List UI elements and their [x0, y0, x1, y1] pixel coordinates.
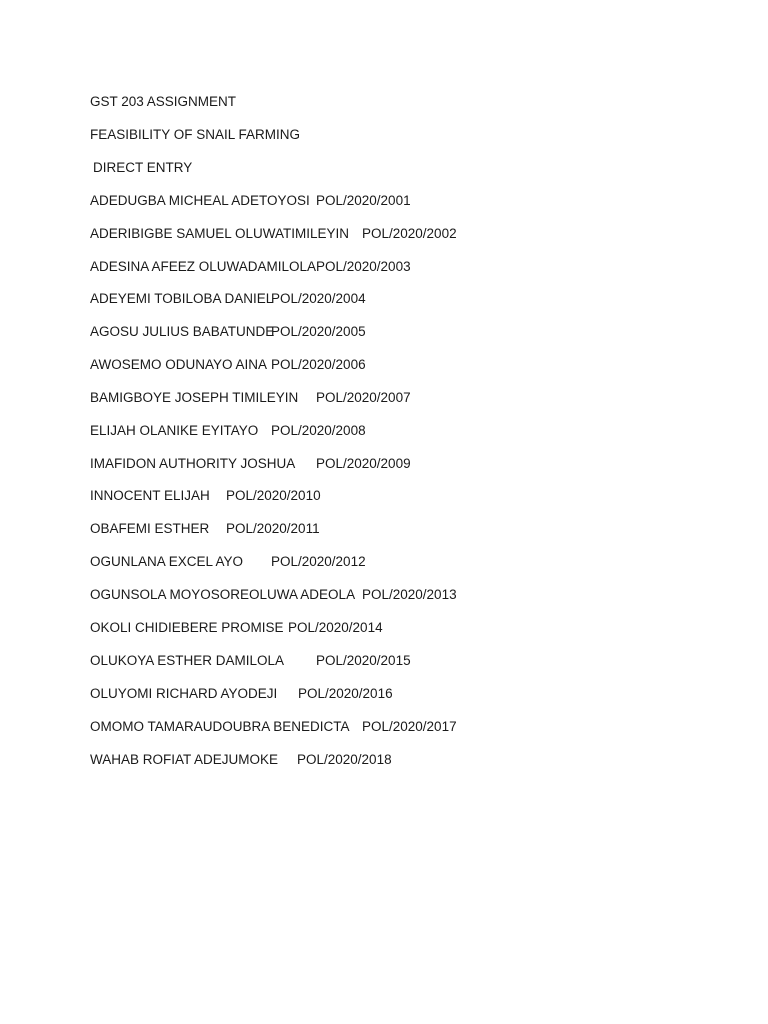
student-row	[90, 488, 321, 504]
student-name: OGUNSOLA MOYOSOREOLUWA ADEOLA	[90, 587, 356, 602]
student-reg-no: POL/2020/2004	[271, 291, 366, 306]
student-reg-no: POL/2020/2007	[316, 390, 411, 405]
entry-category: DIRECT ENTRY	[93, 160, 193, 175]
student-reg-no: POL/2020/2014	[288, 620, 383, 635]
student-name: AWOSEMO ODUNAYO AINA	[90, 357, 268, 372]
student-row	[90, 423, 366, 439]
student-reg-no: POL/2020/2006	[271, 357, 366, 372]
student-row	[90, 620, 383, 636]
student-reg-no: POL/2020/2013	[362, 587, 457, 602]
student-reg-no: POL/2020/2018	[297, 752, 392, 767]
student-reg-no: POL/2020/2012	[271, 554, 366, 569]
student-row	[90, 752, 392, 768]
student-name: OLUKOYA ESTHER DAMILOLA	[90, 653, 285, 668]
student-reg-no: POL/2020/2009	[316, 456, 411, 471]
student-reg-no: POL/2020/2017	[362, 719, 457, 734]
student-reg-no: POL/2020/2003	[316, 259, 411, 274]
student-row	[90, 357, 366, 373]
student-name: WAHAB ROFIAT ADEJUMOKE	[90, 752, 279, 767]
student-name: ADESINA AFEEZ OLUWADAMILOLA	[90, 259, 317, 274]
student-reg-no: POL/2020/2001	[316, 193, 411, 208]
student-row	[90, 193, 411, 209]
student-row	[90, 554, 366, 570]
student-row	[90, 456, 411, 472]
student-name: AGOSU JULIUS BABATUNDE	[90, 324, 275, 339]
assignment-topic: FEASIBILITY OF SNAIL FARMING	[90, 127, 301, 142]
student-row	[90, 259, 411, 275]
student-row	[90, 226, 457, 242]
student-reg-no: POL/2020/2002	[362, 226, 457, 241]
student-row	[90, 291, 366, 307]
student-name: ADEYEMI TOBILOBA DANIEL	[90, 291, 274, 306]
student-row	[90, 521, 320, 537]
student-name: OMOMO TAMARAUDOUBRA BENEDICTA	[90, 719, 350, 734]
student-name: OLUYOMI RICHARD AYODEJI	[90, 686, 278, 701]
student-reg-no: POL/2020/2011	[226, 521, 320, 536]
assignment-heading: GST 203 ASSIGNMENT	[90, 94, 237, 109]
student-row	[90, 686, 393, 702]
student-name: INNOCENT ELIJAH	[90, 488, 210, 503]
student-row	[90, 719, 457, 735]
student-reg-no: POL/2020/2005	[271, 324, 366, 339]
student-row	[90, 390, 411, 406]
student-name: ELIJAH OLANIKE EYITAYO	[90, 423, 259, 438]
student-reg-no: POL/2020/2016	[298, 686, 393, 701]
student-row	[90, 587, 457, 603]
student-name: ADEDUGBA MICHEAL ADETOYOSI	[90, 193, 310, 208]
student-row	[90, 653, 411, 669]
student-name: IMAFIDON AUTHORITY JOSHUA	[90, 456, 296, 471]
student-row	[90, 324, 366, 340]
student-name: OGUNLANA EXCEL AYO	[90, 554, 244, 569]
student-name: ADERIBIGBE SAMUEL OLUWATIMILEYIN	[90, 226, 350, 241]
student-name: BAMIGBOYE JOSEPH TIMILEYIN	[90, 390, 299, 405]
student-reg-no: POL/2020/2015	[316, 653, 411, 668]
student-name: OBAFEMI ESTHER	[90, 521, 210, 536]
student-reg-no: POL/2020/2008	[271, 423, 366, 438]
student-reg-no: POL/2020/2010	[226, 488, 321, 503]
student-name: OKOLI CHIDIEBERE PROMISE	[90, 620, 284, 635]
